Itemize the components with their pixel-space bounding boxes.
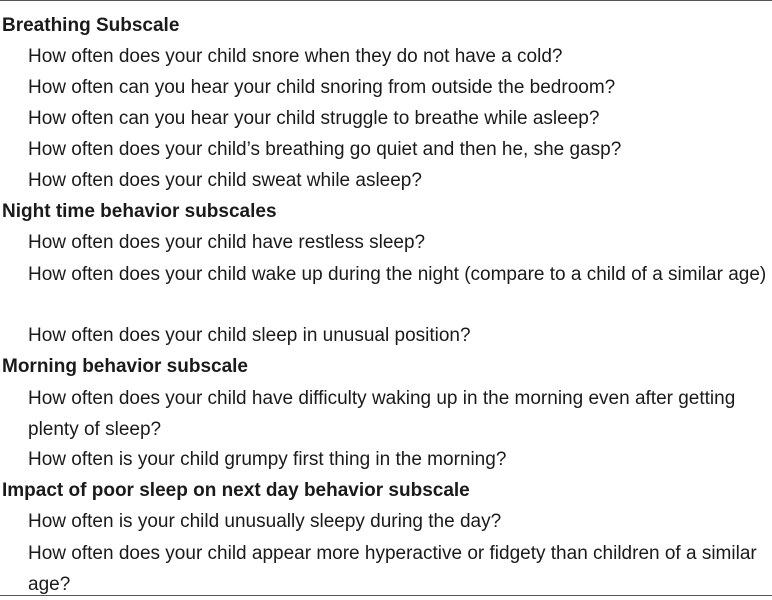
- section-heading-breathing: Breathing Subscale: [2, 15, 180, 36]
- table-row: How often is your child unusually sleepy during the day?: [28, 511, 502, 532]
- table-row: How often can you hear your child struggle to breathe while asleep?: [28, 108, 600, 129]
- table-row: How often does your child have restless sleep?: [28, 232, 426, 253]
- section-heading-impact: Impact of poor sleep on next day behavior subscale: [2, 480, 470, 501]
- section-heading-morning: Morning behavior subscale: [2, 356, 248, 377]
- table-row: How often can you hear your child snoring from outside the bedroom?: [28, 77, 616, 98]
- table-body: [0, 1, 772, 600]
- table-row: How often does your child appear more hyperactive or fidgety than children of a similar age?: [28, 543, 757, 595]
- table-row: How often is your child grumpy first thing in the morning?: [28, 449, 507, 470]
- section-heading-night-time: Night time behavior subscales: [2, 201, 277, 222]
- table-row: How often does your child’s breathing go quiet and then he, she gasp?: [28, 139, 622, 160]
- table-row: How often does your child sleep in unusual position?: [28, 325, 471, 346]
- table-row: How often does your child have difficulty waking up in the morning even after getting plenty of sleep?: [28, 388, 736, 440]
- table-row: How often does your child sweat while asleep?: [28, 170, 422, 191]
- table-row: How often does your child wake up during the night (compare to a child of a similar age): [28, 264, 767, 285]
- table-row: How often does your child snore when they do not have a cold?: [28, 46, 563, 67]
